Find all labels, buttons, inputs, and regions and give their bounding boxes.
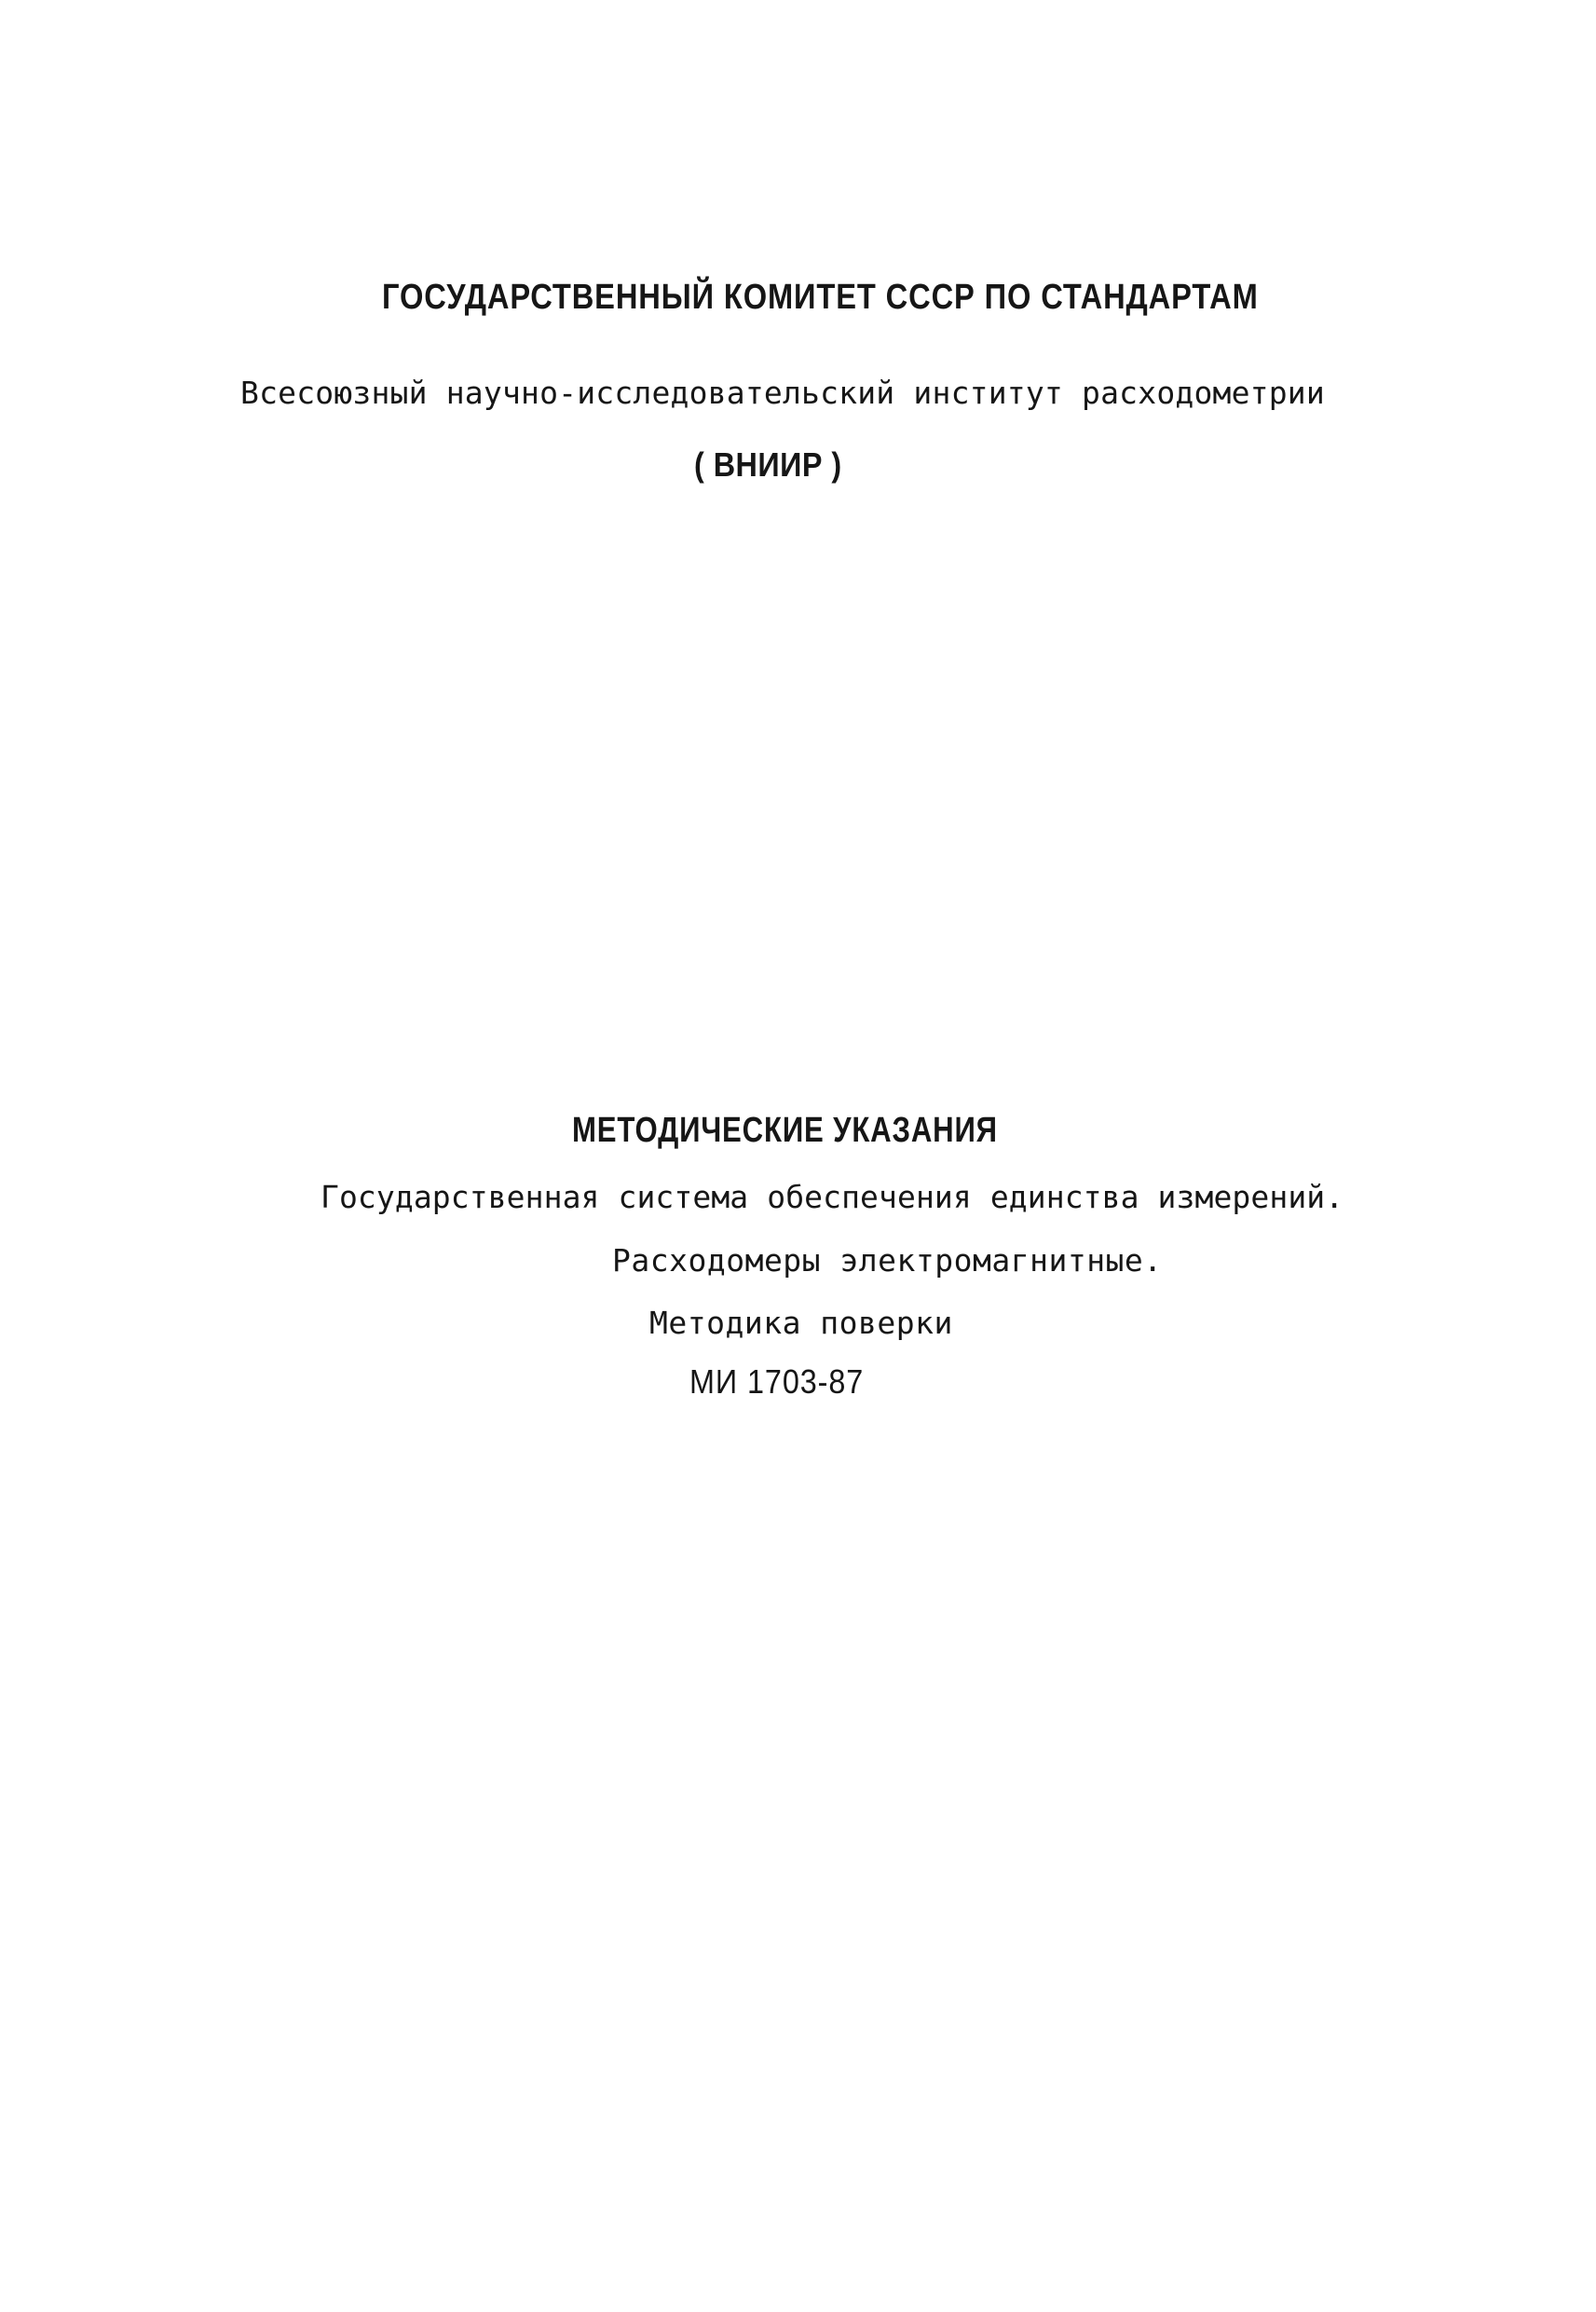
measurement-system-line: Государственная система обеспечения единства измерений. [321,1179,1344,1215]
institute-name: Всесоюзный научно-исследовательский институт расходометрии [240,375,1325,411]
committee-heading: ГОСУДАРСТВЕННЫЙ КОМИТЕТ СССР ПО СТАНДАРТАМ [382,278,1259,317]
institute-abbreviation: ( ВНИИР ) [694,445,842,484]
document-code: МИ 1703-87 [689,1362,865,1401]
subject-line: Расходомеры электромагнитные. [612,1242,1163,1279]
document-type-title: МЕТОДИЧЕСКИЕ УКАЗАНИЯ [572,1111,998,1150]
method-line: Методика поверки [649,1305,953,1341]
